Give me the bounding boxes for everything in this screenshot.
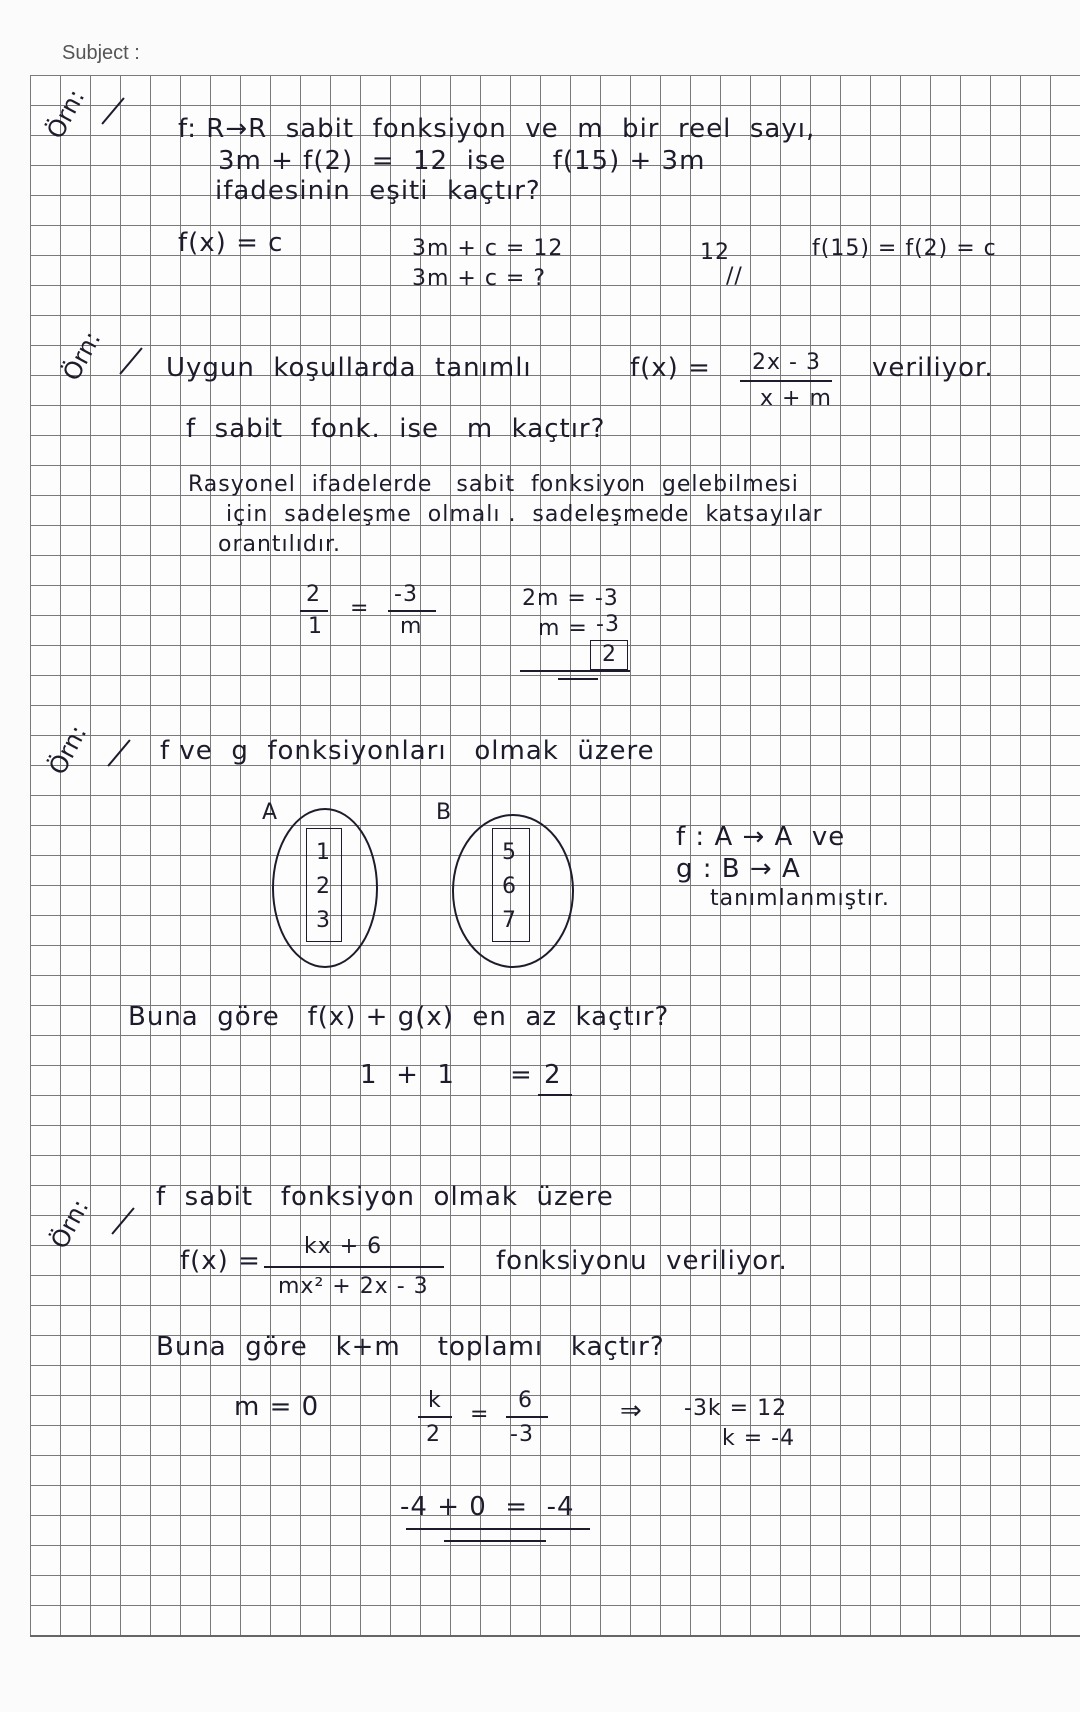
- ex2-frac-num: 2x - 3: [752, 350, 821, 375]
- ex2-underline-1: [520, 670, 630, 672]
- ex2-fx-label: f(x) =: [630, 353, 711, 383]
- ex2-sol2-den: 2: [602, 642, 617, 667]
- ex2-note1: Rasyonel ifadelerde sabit fonksiyon gelebilmesi: [188, 472, 799, 497]
- ex3-solution-eq: =: [510, 1060, 533, 1090]
- ex3-set-b-item-1: 5: [502, 840, 517, 865]
- ex4-line2-b: fonksiyonu veriliyor.: [496, 1246, 788, 1276]
- ex3-set-b-label: B: [436, 800, 453, 825]
- example-label-1: Örn:: [41, 84, 91, 144]
- ex2-underline-2: [558, 678, 598, 680]
- ex4-line1: f sabit fonksiyon olmak üzere: [156, 1182, 614, 1212]
- subject-label: Subject :: [62, 42, 140, 64]
- ex2-frac-line: [740, 380, 832, 382]
- ex2-line2: f sabit fonk. ise m kaçtır?: [186, 414, 606, 444]
- ex3-def2: g : B → A: [676, 854, 801, 884]
- ex3-def1: f : A → A ve: [676, 822, 846, 852]
- ex2-ratio-den1: 1: [308, 614, 323, 639]
- ex2-ratio-eq: =: [350, 596, 370, 621]
- ex3-solution-answer: 2: [544, 1060, 562, 1090]
- ex1-line1: f: R→R sabit fonksiyon ve m bir reel sayı,: [178, 114, 816, 144]
- ex4-ratio-line1: [418, 1416, 452, 1418]
- ex4-final-underline-1: [406, 1528, 590, 1530]
- ex4-ratio-num1: k: [428, 1388, 442, 1413]
- ex3-answer-underline: [538, 1094, 572, 1096]
- ex3-question: Buna göre f(x) + g(x) en az kaçtır?: [128, 1002, 670, 1032]
- ex2-line1-b: veriliyor.: [872, 353, 994, 383]
- ex4-fx-label: f(x) =: [180, 1246, 261, 1276]
- ex4-final-underline-2: [444, 1540, 546, 1542]
- ex1-sol-fx: f(x) = c: [178, 228, 284, 258]
- ex2-ratio-den2: m: [400, 614, 423, 639]
- ex2-note2: için sadeleşme olmalı . sadeleşmede katsayılar: [226, 502, 823, 527]
- ex1-sol-answer-mark: //: [726, 264, 743, 289]
- ex2-note3: orantılıdır.: [218, 532, 341, 557]
- ex3-set-b-item-3: 7: [502, 908, 517, 933]
- ex3-set-a-label: A: [262, 800, 279, 825]
- ex3-solution-lhs: 1 + 1: [360, 1060, 455, 1090]
- ex4-ratio-den2: -3: [510, 1422, 534, 1447]
- ex1-sol-eq2: 3m + c = ?: [412, 266, 547, 291]
- ex4-m-val: m = 0: [234, 1392, 320, 1422]
- ex4-ratio-den1: 2: [426, 1422, 441, 1447]
- ex4-sol1: -3k = 12: [684, 1396, 788, 1421]
- ex2-ratio-line1: [300, 610, 328, 612]
- ex2-ratio-num1: 2: [306, 582, 321, 607]
- ex3-line1: f ve g fonksiyonları olmak üzere: [160, 736, 655, 766]
- ex4-ratio-num2: 6: [518, 1388, 533, 1413]
- ex1-sol-eq1: 3m + c = 12: [412, 236, 564, 261]
- ex3-def3: tanımlanmıştır.: [710, 886, 890, 911]
- ex2-sol2-num: -3: [596, 612, 620, 637]
- example-label-2: Örn:: [57, 326, 107, 386]
- ex3-set-a-item-2: 2: [316, 874, 331, 899]
- ex4-ratio-eq: =: [470, 1402, 490, 1427]
- ex3-set-a-item-1: 1: [316, 840, 331, 865]
- example-label-3: Örn:: [43, 720, 93, 780]
- ex3-set-a-item-3: 3: [316, 908, 331, 933]
- ex4-implies: ⇒: [620, 1396, 643, 1426]
- ex4-frac-line: [264, 1266, 444, 1268]
- ex2-ratio-num2: -3: [394, 582, 418, 607]
- ex4-frac-den: mx² + 2x - 3: [278, 1274, 429, 1299]
- ex2-sol1: 2m = -3: [522, 586, 619, 611]
- ex2-frac-den: x + m: [760, 386, 832, 411]
- ex2-ratio-line2: [388, 610, 436, 612]
- ex2-sol2-lhs: m =: [538, 616, 588, 641]
- ex4-sol2: k = -4: [722, 1426, 796, 1451]
- ex1-sol-right: f(15) = f(2) = c: [812, 236, 997, 261]
- ex2-line1-a: Uygun koşullarda tanımlı: [166, 353, 532, 383]
- ex1-line2: 3m + f(2) = 12 ise f(15) + 3m: [218, 146, 706, 176]
- ex4-final: -4 + 0 = -4: [400, 1492, 575, 1522]
- ex1-sol-answer: 12: [700, 240, 730, 265]
- example-label-4: Örn:: [45, 1194, 95, 1254]
- ex3-set-b-item-2: 6: [502, 874, 517, 899]
- ex4-frac-num: kx + 6: [304, 1234, 383, 1259]
- ex1-line3: ifadesinin eşiti kaçtır?: [215, 176, 541, 206]
- ex4-ratio-line2: [506, 1416, 548, 1418]
- ex4-question: Buna göre k+m toplamı kaçtır?: [156, 1332, 665, 1362]
